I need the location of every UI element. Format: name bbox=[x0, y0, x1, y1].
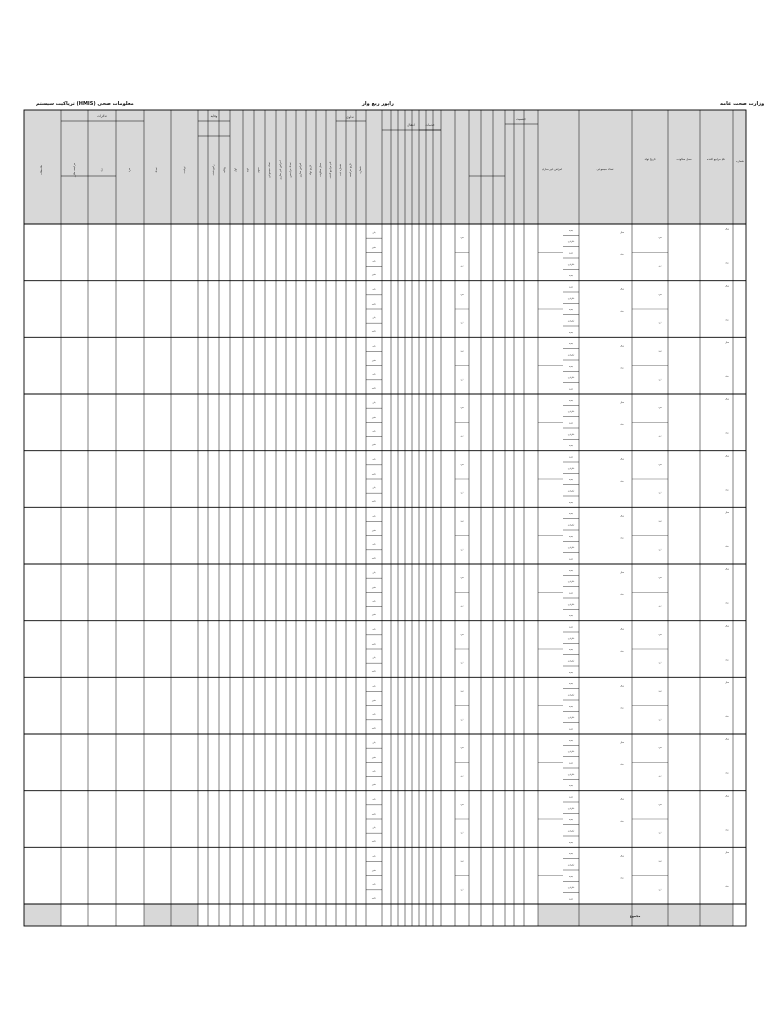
cell-label: زن bbox=[460, 377, 464, 381]
cell-label: ماه bbox=[620, 479, 624, 483]
cell-label: تکراری bbox=[567, 319, 575, 323]
cell-label: جدید bbox=[568, 478, 574, 482]
cell-label: سال bbox=[619, 627, 625, 631]
cell-label: جدید bbox=[568, 795, 574, 799]
cell-label: ماه bbox=[620, 706, 624, 710]
cell-label: جدید bbox=[568, 228, 574, 232]
cell-label: جدید bbox=[568, 308, 574, 312]
cell-label: مرد bbox=[460, 746, 464, 750]
cell-label: مرد bbox=[460, 689, 464, 693]
cell-label: نخیر bbox=[372, 755, 376, 759]
column-header-label: تاریخ مراجعه bbox=[349, 163, 352, 177]
cell-label: نخیر bbox=[372, 529, 376, 533]
cell-label: جدید bbox=[568, 704, 574, 708]
cell-label: بلی bbox=[372, 344, 376, 348]
cell-label: زن bbox=[460, 491, 464, 495]
cell-label: نخیر bbox=[372, 386, 376, 390]
cell-label: بلی bbox=[372, 372, 376, 376]
cell-label: جدید bbox=[568, 682, 574, 686]
cell-label: سال bbox=[724, 284, 730, 288]
cell-label: تکراری bbox=[567, 750, 575, 754]
cell-label: ماه bbox=[725, 261, 729, 265]
cell-label: جدید bbox=[568, 512, 574, 516]
cell-label: تکراری bbox=[567, 863, 575, 867]
cell-label: جدید bbox=[568, 784, 574, 788]
cell-label: زن bbox=[658, 321, 662, 325]
cell-label: جدید bbox=[568, 727, 574, 731]
cell-label: تکراری bbox=[567, 546, 575, 550]
column-header-label: امراض غیر ساری bbox=[279, 160, 282, 180]
cell-label: مرد bbox=[658, 349, 662, 353]
cell-label: تکراری bbox=[567, 602, 575, 606]
cell-label: جدید bbox=[568, 364, 574, 368]
cell-label: جدید bbox=[568, 761, 574, 765]
cell-label: نخیر bbox=[372, 869, 376, 873]
cell-label: نخیر bbox=[372, 329, 376, 333]
report-type-title: راپور ربع وار bbox=[362, 101, 394, 107]
column-header-label: تاریخ تولد bbox=[644, 157, 656, 161]
cell-label: جدید bbox=[568, 251, 574, 255]
cell-label: زن bbox=[658, 831, 662, 835]
column-header-label: امراض ساری bbox=[299, 162, 302, 178]
cell-label: بلی bbox=[372, 316, 376, 320]
column-header-label: اول bbox=[234, 168, 237, 172]
cell-label: بلی bbox=[372, 429, 376, 433]
column-header-label: سوم bbox=[257, 167, 260, 173]
cell-label: بلی bbox=[372, 854, 376, 858]
column-header-label: ملاحظات bbox=[40, 165, 43, 175]
cell-label: زن bbox=[460, 547, 464, 551]
system-title: تریاکیت سیستم (HMIS) معلومات صحی bbox=[36, 101, 134, 107]
column-header-label: تاریخ تولد bbox=[309, 164, 312, 176]
cell-label: ماه bbox=[620, 876, 624, 880]
column-header-label: نام مراجع کننده bbox=[329, 161, 332, 179]
cell-label: زن bbox=[658, 491, 662, 495]
cell-label: جدید bbox=[568, 444, 574, 448]
column-header-label: نوعیت bbox=[183, 166, 186, 174]
cell-label: زن bbox=[658, 774, 662, 778]
cell-label: زن bbox=[658, 661, 662, 665]
cell-label: مرد bbox=[658, 406, 662, 410]
cell-label: سال bbox=[724, 624, 730, 628]
cell-label: جدید bbox=[568, 738, 574, 742]
column-header-label: تعداد مراجعین bbox=[289, 162, 292, 178]
cell-label: نخیر bbox=[372, 245, 376, 249]
cell-label: تکراری bbox=[567, 296, 575, 300]
cell-label: تکراری bbox=[567, 580, 575, 584]
cell-label: زن bbox=[658, 604, 662, 608]
cell-label: تکراری bbox=[567, 716, 575, 720]
cell-label: مرد bbox=[460, 292, 464, 296]
column-header-label: شماره ثبت bbox=[339, 164, 342, 176]
cell-label: سال bbox=[724, 737, 730, 741]
cell-label: سال bbox=[724, 511, 730, 514]
cell-label: جدید bbox=[568, 534, 574, 538]
cell-label: مرد bbox=[460, 802, 464, 806]
cell-label: ماه bbox=[725, 715, 729, 718]
cell-label: جدید bbox=[568, 330, 574, 334]
cell-label: تکراری bbox=[567, 432, 575, 436]
cell-label: نخیر bbox=[372, 585, 376, 589]
cell-label: سال bbox=[724, 454, 730, 458]
total-cell bbox=[24, 904, 61, 926]
cell-label: نخیر bbox=[372, 669, 376, 673]
cell-label: ماه bbox=[725, 658, 729, 662]
cell-label: بلی bbox=[372, 401, 376, 405]
column-header-label: راجع شده bbox=[212, 164, 215, 176]
cell-label: مرد bbox=[658, 462, 662, 466]
cell-label: ماه bbox=[620, 366, 624, 370]
cell-label: بلی bbox=[372, 826, 376, 830]
cell-label: نخیر bbox=[372, 472, 376, 476]
cell-label: ماه bbox=[725, 885, 729, 888]
cell-label: نخیر bbox=[372, 613, 376, 616]
cell-label: جدید bbox=[568, 342, 574, 346]
column-header-label: تعداد مجموعی bbox=[596, 167, 614, 171]
cell-label: جدید bbox=[568, 897, 574, 901]
cell-label: سال bbox=[724, 794, 730, 798]
column-header-label: محل سکونت bbox=[676, 157, 692, 161]
cell-label: ماه bbox=[620, 649, 624, 653]
cell-label: تکراری bbox=[567, 772, 575, 776]
cell-label: تکراری bbox=[567, 240, 575, 244]
cell-label: جدید bbox=[568, 818, 574, 822]
cell-label: بلی bbox=[372, 712, 376, 716]
cell-label: ماه bbox=[725, 488, 729, 492]
cell-label: سال bbox=[724, 681, 730, 684]
cell-label: ماه bbox=[620, 423, 624, 427]
cell-label: زن bbox=[658, 377, 662, 381]
cell-label: تداوی bbox=[346, 115, 354, 119]
cell-label: مرد bbox=[460, 349, 464, 353]
cell-label: جدید bbox=[568, 421, 574, 425]
total-label: مجموع bbox=[629, 914, 641, 918]
cell-label: بلی bbox=[372, 571, 376, 575]
cell-label: سال bbox=[724, 567, 730, 571]
cell-label: مرد bbox=[658, 236, 662, 240]
cell-label: بلی bbox=[372, 656, 376, 660]
cell-label: تکراری bbox=[567, 376, 575, 380]
column-header-label: دوم bbox=[246, 167, 249, 173]
cell-label: نخیر bbox=[372, 273, 376, 276]
cell-label: سال bbox=[619, 344, 625, 348]
cell-label: خدمات bbox=[425, 123, 435, 127]
column-header-label: تعداد bbox=[155, 167, 158, 173]
cell-label: جدید bbox=[568, 285, 574, 289]
cell-label: بلی bbox=[372, 769, 376, 773]
cell-label: جدید bbox=[568, 568, 574, 572]
cell-label: مرد bbox=[460, 519, 464, 523]
cell-label: تکراری bbox=[567, 353, 575, 357]
total-cell bbox=[144, 904, 171, 926]
cell-label: ماه bbox=[725, 318, 729, 322]
cell-label: بلی bbox=[372, 741, 376, 745]
column-header-label: امراض غیر ساری bbox=[541, 167, 563, 171]
cell-label: جدید bbox=[568, 614, 574, 618]
column-header-label: مراجعه مکرر bbox=[73, 162, 76, 178]
cell-label: تکراری bbox=[567, 523, 575, 527]
cell-label: مرد bbox=[460, 576, 464, 580]
cell-label: انتقال bbox=[407, 123, 415, 127]
cell-label: بلی bbox=[372, 231, 376, 235]
cell-label: ماه bbox=[620, 763, 624, 767]
cell-label: زن bbox=[460, 434, 464, 438]
cell-label: ماه bbox=[725, 431, 729, 435]
cell-label: زن bbox=[658, 264, 662, 268]
cell-label: سال bbox=[724, 341, 730, 344]
cell-label: زن bbox=[460, 604, 464, 608]
cell-label: بلی bbox=[372, 627, 376, 631]
cell-label: ماه bbox=[725, 545, 729, 548]
cell-label: مرد bbox=[658, 519, 662, 523]
cell-label: بلی bbox=[372, 542, 376, 546]
cell-label: تکراری bbox=[567, 489, 575, 493]
cell-label: تکراری bbox=[567, 886, 575, 890]
cell-label: ماه bbox=[620, 536, 624, 540]
cell-label: سال bbox=[619, 514, 625, 518]
column-header-label: وقایه bbox=[223, 167, 226, 173]
cell-label: ماه bbox=[725, 375, 729, 378]
cell-label: تکراری bbox=[567, 693, 575, 697]
column-header-label: تعداد مجموعی bbox=[268, 162, 271, 178]
cell-label: مرد bbox=[460, 859, 464, 863]
cell-label: زن bbox=[460, 264, 464, 268]
cell-label: سال bbox=[619, 231, 625, 235]
cell-label: جنسیت bbox=[516, 117, 526, 121]
cell-label: جدید bbox=[568, 557, 574, 561]
cell-label: تذکرات bbox=[97, 114, 107, 118]
cell-label: جدید bbox=[568, 852, 574, 856]
column-header-label: زن bbox=[100, 168, 103, 172]
cell-label: سال bbox=[724, 851, 730, 854]
cell-label: بلی bbox=[372, 684, 376, 688]
cell-label: مرد bbox=[658, 689, 662, 693]
cell-label: مرد bbox=[658, 746, 662, 750]
total-cell bbox=[171, 904, 198, 926]
cell-label: مرد bbox=[658, 802, 662, 806]
cell-label: مرد bbox=[658, 859, 662, 863]
cell-label: سال bbox=[619, 287, 625, 291]
cell-label: سال bbox=[619, 854, 625, 858]
header-band bbox=[24, 110, 746, 224]
cell-label: سال bbox=[724, 227, 730, 231]
cell-label: بلی bbox=[372, 457, 376, 461]
cell-label: نخیر bbox=[372, 359, 376, 363]
column-header-label: شماره bbox=[736, 159, 744, 163]
cell-label: نخیر bbox=[372, 783, 376, 786]
cell-label: نخیر bbox=[372, 415, 376, 419]
cell-label: بلی bbox=[372, 486, 376, 490]
cell-label: نخیر bbox=[372, 726, 376, 730]
cell-label: مرد bbox=[658, 292, 662, 296]
cell-label: سال bbox=[619, 571, 625, 575]
cell-label: ماه bbox=[620, 253, 624, 257]
cell-label: زن bbox=[460, 717, 464, 721]
cell-label: مرد bbox=[460, 462, 464, 466]
cell-label: زن bbox=[460, 321, 464, 325]
cell-label: نخیر bbox=[372, 812, 376, 816]
cell-label: نخیر bbox=[372, 699, 376, 703]
cell-label: زن bbox=[460, 831, 464, 835]
cell-label: نخیر bbox=[372, 499, 376, 503]
cell-label: وقایه bbox=[210, 114, 218, 118]
column-header-label: محل سکونت bbox=[319, 162, 322, 178]
cell-label: زن bbox=[460, 661, 464, 665]
cell-label: بلی bbox=[372, 797, 376, 801]
cell-label: زن bbox=[460, 887, 464, 891]
cell-label: زن bbox=[658, 547, 662, 551]
cell-label: مرد bbox=[460, 236, 464, 240]
cell-label: نخیر bbox=[372, 896, 376, 900]
cell-label: بلی bbox=[372, 287, 376, 291]
cell-label: سال bbox=[619, 684, 625, 688]
cell-label: تکراری bbox=[567, 659, 575, 663]
cell-label: جدید bbox=[568, 274, 574, 278]
cell-label: زن bbox=[460, 774, 464, 778]
cell-label: جدید bbox=[568, 625, 574, 629]
cell-label: نخیر bbox=[372, 302, 376, 306]
cell-label: جدید bbox=[568, 670, 574, 674]
column-header-label: نام مراجع کننده bbox=[706, 157, 726, 161]
cell-label: بلی bbox=[372, 599, 376, 603]
cell-label: نخیر bbox=[372, 443, 376, 446]
cell-label: زن bbox=[658, 887, 662, 891]
cell-label: ماه bbox=[620, 309, 624, 313]
cell-label: ماه bbox=[725, 601, 729, 605]
cell-label: سال bbox=[724, 397, 730, 401]
cell-label: نخیر bbox=[372, 556, 376, 560]
ministry-title: وزارت صحت عامه bbox=[720, 101, 765, 107]
cell-label: سال bbox=[619, 797, 625, 801]
cell-label: جدید bbox=[568, 398, 574, 402]
cell-label: تکراری bbox=[567, 806, 575, 810]
cell-label: تکراری bbox=[567, 466, 575, 470]
cell-label: جدید bbox=[568, 648, 574, 652]
cell-label: جدید bbox=[568, 455, 574, 459]
column-header-label: مرد bbox=[128, 168, 131, 172]
cell-label: ماه bbox=[620, 819, 624, 823]
cell-label: سال bbox=[619, 457, 625, 461]
cell-label: جدید bbox=[568, 387, 574, 391]
cell-label: سال bbox=[619, 741, 625, 745]
cell-label: نخیر bbox=[372, 839, 376, 843]
cell-label: تکراری bbox=[567, 410, 575, 414]
cell-label: زن bbox=[658, 717, 662, 721]
cell-label: مرد bbox=[658, 632, 662, 636]
sheet-frame bbox=[24, 110, 746, 926]
cell-label: تکراری bbox=[567, 636, 575, 640]
cell-label: جدید bbox=[568, 840, 574, 844]
cell-label: مرد bbox=[460, 406, 464, 410]
cell-label: تکراری bbox=[567, 829, 575, 833]
column-header-label: شماره bbox=[359, 166, 362, 174]
cell-label: نخیر bbox=[372, 642, 376, 646]
cell-label: زن bbox=[658, 434, 662, 438]
cell-label: ماه bbox=[620, 593, 624, 597]
cell-label: ماه bbox=[725, 828, 729, 832]
cell-label: بلی bbox=[372, 514, 376, 518]
cell-label: مرد bbox=[460, 632, 464, 636]
cell-label: مرد bbox=[658, 576, 662, 580]
cell-label: سال bbox=[619, 401, 625, 405]
cell-label: ماه bbox=[725, 771, 729, 775]
cell-label: تکراری bbox=[567, 262, 575, 266]
cell-label: جدید bbox=[568, 591, 574, 595]
cell-label: بلی bbox=[372, 259, 376, 263]
cell-label: جدید bbox=[568, 500, 574, 504]
cell-label: بلی bbox=[372, 882, 376, 886]
cell-label: جدید bbox=[568, 874, 574, 878]
